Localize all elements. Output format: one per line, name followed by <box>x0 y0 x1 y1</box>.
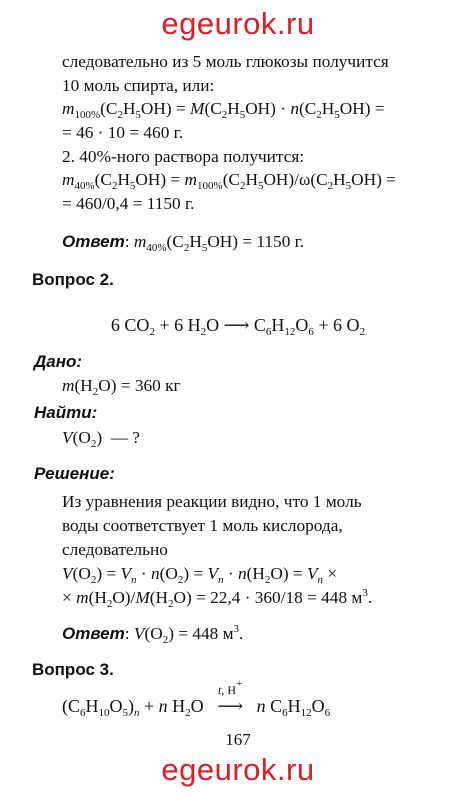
find-label: Найти: <box>34 403 98 422</box>
formula-line: $V(O_2) = V_n \cdot n(O_2) = V_n \cdot n(H_2O) = V_n$ × <box>62 564 338 586</box>
page-number: 167 <box>225 730 251 749</box>
text-line: воды соответствует 1 моль кислорода, <box>62 516 343 535</box>
solution-label: Решение: <box>34 464 115 483</box>
answer-line: Ответ: $V(O_2) = 448$ $м^3$. <box>62 623 244 646</box>
formula-line: = 46 · 10 = 460 г. <box>62 123 184 142</box>
formula-line: = 460/0,4 = 1150 г. <box>62 194 195 213</box>
given-label: Дано: <box>34 352 83 371</box>
text-line: Из уравнения реакции видно, что 1 моль <box>62 492 362 511</box>
text-line: следовательно <box>62 540 168 559</box>
formula-line: $m_{40\%}(C_2H_5OH) = m_{100\%}(C_2H_5OH)/\omega(C_2H_5OH)$ = <box>62 170 396 192</box>
hydrolysis-equation: $(C_6H_{10}O_5)_n + n$ $H_2O$ t, H+ ⟶ n $C_6H_{12}O_6$ <box>62 678 331 719</box>
watermark-bottom: egeurok.ru <box>161 752 315 787</box>
reaction-equation: 6 $CO_2 + 6$ $H_2O$ ⟶ $C_6H_{12}O_6 + 6$ $O_2$ <box>110 315 366 338</box>
answer-line: Ответ: $m_{40\%}(C_2H_5OH) = 1150$ г. <box>62 232 305 254</box>
formula-line: × $m(H_2O)/M(H_2O) = 22,4 \cdot 360/18 = 448$ $м^3$. <box>62 587 373 610</box>
text-line: 10 моль спирта, или: <box>62 76 215 95</box>
watermark-top: egeurok.ru <box>161 6 315 41</box>
given-value: $m(H_2O) = 360$ кг <box>62 376 181 398</box>
find-value: $V(O_2)$ — ? <box>62 428 140 450</box>
question-2-heading: Вопрос 2. <box>32 270 114 289</box>
text-line: 2. 40%-ного раствора получится: <box>62 147 305 166</box>
reaction-arrow: t, H+ ⟶ <box>217 678 244 716</box>
formula-line: $m_{100\%}(C_2H_5OH) = M(C_2H_5OH) \cdot n(C_2H_5OH)$ = <box>62 99 385 121</box>
text-line: следовательно из 5 моль глюкозы получится <box>62 52 389 71</box>
answer-label: Ответ <box>62 624 125 643</box>
answer-label: Ответ <box>62 232 125 251</box>
question-3-heading: Вопрос 3. <box>32 660 114 679</box>
